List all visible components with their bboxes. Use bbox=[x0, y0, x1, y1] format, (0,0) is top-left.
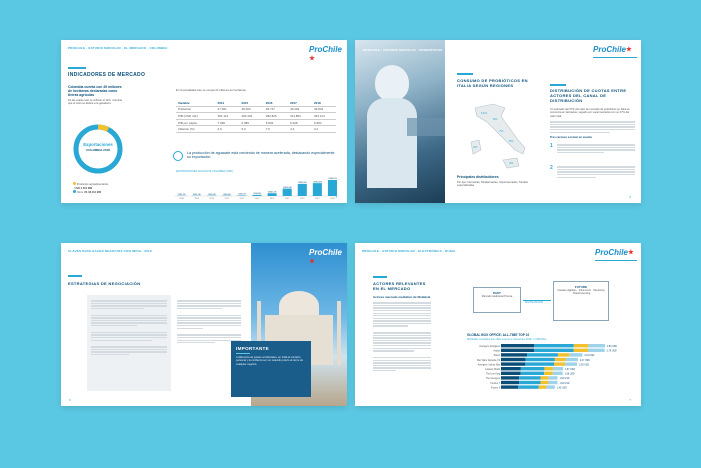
data-label: US$2,1M bbox=[238, 193, 246, 196]
category-label: The Avengers bbox=[485, 378, 500, 381]
svg-text:3%: 3% bbox=[473, 145, 478, 149]
table-header-cell: 2018 bbox=[312, 100, 336, 106]
table-cell: 333.114 bbox=[312, 113, 336, 120]
bar-segment bbox=[553, 372, 563, 375]
callout-text: La producción de aguacate está creciendo de manera acelerada, destacando especialmente su exportación bbox=[187, 151, 335, 160]
bar-segment bbox=[534, 349, 573, 352]
avocado-export-chart bbox=[174, 175, 340, 200]
table-cell: 6.684 bbox=[312, 119, 336, 126]
tick-label: 2010 bbox=[209, 198, 214, 200]
star-icon bbox=[309, 258, 315, 264]
value-label: 1,66 USD bbox=[564, 373, 575, 376]
value-label: 2,80 USD bbox=[607, 346, 617, 348]
page-title: ACTORES RELEVANTES EN EL MERCADO bbox=[373, 281, 426, 291]
bar-segment bbox=[501, 376, 519, 379]
title-accent-bar bbox=[68, 67, 86, 69]
table-header-cell: 2017 bbox=[288, 100, 312, 106]
title-accent-bar bbox=[68, 275, 82, 277]
star-icon bbox=[628, 249, 634, 255]
bar-segment bbox=[501, 385, 518, 388]
bar-segment bbox=[521, 367, 545, 370]
bar-segment bbox=[566, 358, 578, 361]
future-box bbox=[553, 281, 609, 321]
table-header-cell: 2015 bbox=[239, 100, 263, 106]
tick-label: 2018 bbox=[330, 198, 335, 200]
value-label: 1,52 USD bbox=[559, 382, 570, 385]
step-lines bbox=[557, 165, 635, 179]
category-label: Avengers: Endgame bbox=[479, 346, 500, 348]
page-probioticos bbox=[355, 40, 641, 203]
prochile-logo: ProChile bbox=[593, 45, 632, 54]
table-header-cell: Variable bbox=[176, 100, 216, 106]
table-cell: Población bbox=[176, 106, 216, 113]
step-number: 2 bbox=[550, 165, 553, 171]
table-cell: 311.884 bbox=[288, 113, 312, 120]
bar-segment bbox=[521, 372, 544, 375]
future-title: FUTURE bbox=[574, 285, 588, 289]
data-label: US$1,4M bbox=[207, 193, 216, 196]
table-row bbox=[176, 106, 336, 113]
important-rule bbox=[236, 353, 250, 354]
bar-segment bbox=[569, 353, 582, 356]
important-title: IMPORTANTE bbox=[236, 346, 270, 351]
table-row bbox=[176, 126, 336, 133]
table-cell: 49.834 bbox=[312, 106, 336, 113]
bar-segment bbox=[555, 358, 566, 361]
table-cell: 47.661 bbox=[216, 106, 240, 113]
tick-label: 2012 bbox=[239, 198, 245, 200]
table-cell: 5.802 bbox=[264, 119, 288, 126]
important-text: A diferencia de países occidentales, en India el contacto personal y la confianza son un requisito previo al cierre de cualquier negocio. bbox=[236, 356, 303, 366]
intro-right: En la actualidad solo se ocupan 8 millones de hectáreas bbox=[176, 88, 246, 92]
title-accent-bar bbox=[550, 84, 566, 86]
logo-underline bbox=[593, 57, 637, 58]
bar-segment bbox=[574, 344, 589, 347]
table-cell: PIB per cápita bbox=[176, 119, 216, 126]
bar-segment bbox=[501, 367, 521, 370]
bar-segment bbox=[558, 353, 569, 356]
data-label: US$50,4M bbox=[298, 182, 307, 185]
box-office-chart bbox=[465, 343, 635, 395]
chart-title: GLOBAL BOX OFFICE: ALL-TIME TOP 10 bbox=[467, 333, 530, 337]
data-label: US$1,6M bbox=[223, 193, 231, 196]
callout-icon bbox=[173, 151, 183, 161]
table-cell: 2,9 bbox=[216, 126, 240, 133]
arrow-line bbox=[523, 300, 551, 301]
step-lines bbox=[557, 143, 635, 155]
title-accent-bar bbox=[457, 73, 473, 75]
table-cell: 7,5 bbox=[264, 126, 288, 133]
page-header: PROCHILE · ESTUDIO MODULAR · PROBIÓTICOS · ITALIA bbox=[363, 48, 457, 52]
table-cell: 282.825 bbox=[264, 113, 288, 120]
bar-segment bbox=[501, 362, 525, 365]
intro-text: De las cuales solo se cultivan el 14%, mientras que el resto se dedica a la ganadería. bbox=[68, 99, 123, 106]
bar-segment bbox=[565, 362, 577, 365]
table-body bbox=[176, 106, 336, 132]
category-label: Avengers: Infinity War bbox=[477, 364, 500, 367]
bar-segment bbox=[546, 385, 555, 388]
table-row bbox=[176, 119, 336, 126]
lab-equipment bbox=[407, 118, 445, 136]
table-cell: 4,3 bbox=[288, 126, 312, 133]
category-label: Jurassic World bbox=[484, 369, 500, 371]
principales-title: Principales distribuidores bbox=[457, 175, 499, 179]
bar-segment bbox=[548, 381, 557, 384]
page-number: 6 bbox=[69, 398, 71, 402]
table-cell: 48.203 bbox=[239, 106, 263, 113]
data-label: US$1,1M bbox=[177, 193, 186, 196]
tick-label: 2016 bbox=[300, 198, 305, 200]
bar-segment bbox=[588, 344, 605, 347]
bar-segment bbox=[554, 362, 565, 365]
page-indicadores bbox=[61, 40, 347, 203]
past-box bbox=[473, 287, 521, 313]
page-header: PROCHILE · ESTUDIO MODULAR · EL MERCADO · COLOMBIA bbox=[68, 46, 168, 50]
bar-segment bbox=[518, 385, 538, 388]
subtitle: Actores mercado mediático de Moldavia bbox=[373, 295, 431, 299]
italy-map bbox=[463, 100, 533, 175]
category-label: Avatar bbox=[493, 350, 500, 353]
bar bbox=[268, 193, 277, 196]
donut-label: Exportaciones bbox=[83, 142, 113, 147]
prochile-logo: ProChile bbox=[309, 248, 347, 266]
bar-segment bbox=[501, 372, 521, 375]
table-cell: 381.112 bbox=[216, 113, 240, 120]
indicator-table bbox=[176, 100, 336, 133]
logo-underline bbox=[595, 260, 637, 261]
value-label: 1,45 USD bbox=[556, 387, 567, 390]
bar-segment bbox=[544, 367, 553, 370]
page-number: 5 bbox=[629, 195, 631, 199]
page-title: INDICADORES DE MERCADO bbox=[68, 72, 146, 78]
prochile-logo: ProChile bbox=[595, 248, 634, 257]
table-cell: 5,0 bbox=[239, 126, 263, 133]
page-india bbox=[61, 243, 347, 406]
lab-photo bbox=[355, 40, 445, 203]
bar-segment bbox=[588, 349, 605, 352]
tick-label: 2017 bbox=[315, 198, 320, 200]
category-label: Titanic bbox=[493, 355, 500, 358]
bar-segment bbox=[501, 344, 534, 347]
data-label: US$4,8M bbox=[253, 193, 261, 196]
table-cell: 7.996 bbox=[216, 119, 240, 126]
svg-text:9%: 9% bbox=[493, 117, 498, 121]
donut-legend bbox=[73, 182, 108, 195]
legend-item: Otros US 38.164 MM bbox=[73, 190, 108, 195]
tick-label: 2011 bbox=[224, 198, 229, 200]
page-header: PROCHILE · ESTUDIO MODULAR · ELECTRÓNICA · RUSIA bbox=[362, 249, 456, 253]
bar bbox=[313, 183, 322, 196]
bar-segment bbox=[544, 372, 553, 375]
strategy-column-left bbox=[87, 295, 171, 391]
svg-text:4%: 4% bbox=[509, 161, 514, 165]
bar-segment bbox=[553, 367, 563, 370]
tick-label: 2014 bbox=[269, 198, 275, 200]
bar bbox=[298, 184, 307, 196]
data-label: US$66,7M bbox=[328, 178, 337, 181]
page-number: 7 bbox=[629, 398, 631, 402]
data-label: US$1,2M bbox=[192, 193, 201, 196]
page-rusia bbox=[355, 243, 641, 406]
value-label: 2,19 USD bbox=[584, 355, 595, 358]
data-label: US$30,9M bbox=[282, 186, 292, 189]
bar-segment bbox=[501, 358, 526, 361]
bar-segment bbox=[574, 349, 589, 352]
page-header: CLAVES PARA HACER NEGOCIOS CON INDIA · 2019 bbox=[68, 249, 152, 253]
tick-label: 2008 bbox=[179, 198, 184, 200]
svg-text:7%: 7% bbox=[499, 129, 504, 133]
tick-label: 2013 bbox=[254, 198, 260, 200]
category-label: The Lion King bbox=[485, 373, 500, 376]
text-lines bbox=[550, 120, 635, 134]
taj-minaret bbox=[337, 301, 341, 365]
bar-segment bbox=[534, 344, 574, 347]
bar-segment bbox=[548, 376, 557, 379]
bar-segment bbox=[541, 381, 549, 384]
value-label: 1,67 USD bbox=[565, 369, 575, 371]
past-text: Mercado tradicional Prensa bbox=[481, 295, 513, 298]
page-number: 4 bbox=[335, 195, 337, 199]
table-cell: 6.328 bbox=[288, 119, 312, 126]
section-title-right: DISTRIBUCIÓN DE CUOTAS ENTRE ACTORES DEL CANAL DE DISTRIBUCIÓN bbox=[550, 88, 627, 103]
distribution-text: Un estimado del 57% del valor de mercado de probióticos en Italia se concentra en farmacias, seguido por supermercados con un 27% del valor total. bbox=[550, 108, 630, 118]
title-accent-bar bbox=[373, 276, 387, 278]
chart-caption: EXPORTACIONES AGUACATE COLOMBIA (USD) bbox=[176, 170, 233, 173]
star-icon bbox=[309, 55, 315, 61]
bar-segment bbox=[501, 381, 519, 384]
chart-subtitle: Worldwide cumulative box office revenue in September 2019, in US$ billion bbox=[467, 338, 547, 341]
prochile-logo: ProChile bbox=[309, 45, 347, 63]
svg-text:12%: 12% bbox=[481, 111, 488, 115]
lab-worker-hood bbox=[375, 65, 409, 101]
key-actors-title: Tres razones a tomar en cuenta bbox=[550, 135, 592, 139]
value-label: 1,52 USD bbox=[559, 378, 570, 381]
table-header-cell: 2016 bbox=[264, 100, 288, 106]
page-title: ESTRATEGIAS DE NEGOCIACIÓN bbox=[68, 281, 141, 286]
table-cell: 48.747 bbox=[264, 106, 288, 113]
bar-segment bbox=[519, 376, 540, 379]
tick-label: 2009 bbox=[194, 198, 199, 200]
tick-label: 2015 bbox=[284, 198, 290, 200]
table-cell: 49.292 bbox=[288, 106, 312, 113]
legend-item: Productos agroalimentarios USD 3.652 MM bbox=[74, 183, 109, 190]
bar bbox=[328, 180, 337, 196]
star-icon bbox=[626, 46, 632, 52]
important-box bbox=[231, 341, 311, 397]
table-cell: Inflación (%) bbox=[176, 126, 216, 133]
section-title-left: CONSUMO DE PROBIÓTICOS EN ITALIA SEGÚN REGIONES bbox=[457, 78, 528, 88]
category-label: Furious 7 bbox=[490, 382, 500, 385]
bar-segment bbox=[527, 353, 558, 356]
body-lines bbox=[373, 301, 431, 372]
past-title: PAST bbox=[493, 291, 501, 295]
bar-segment bbox=[539, 385, 547, 388]
table-cell: 293.492 bbox=[239, 113, 263, 120]
bar-segment bbox=[501, 349, 534, 352]
category-label: Star Wars: Episode VII bbox=[476, 359, 500, 362]
bar-segment bbox=[501, 353, 527, 356]
lab-worker-suit bbox=[367, 98, 417, 188]
donut-sublabel: COLOMBIA 2018 bbox=[86, 148, 110, 152]
table-header-cell: 2014 bbox=[216, 100, 240, 106]
step-number: 1 bbox=[550, 143, 553, 149]
principales-text: Por tipo: Farmacias, Parafarmacias, Supermercados, Tiendas especializadas bbox=[457, 181, 528, 188]
bar-segment bbox=[519, 381, 540, 384]
data-label: US$11,5M bbox=[267, 191, 277, 194]
category-label: Frozen II bbox=[490, 387, 500, 390]
intro-bold: Colombia cuenta con 49 millones de hectáreas declaradas como tierras agrícolas bbox=[68, 85, 122, 97]
value-label: 2,05 USD bbox=[579, 364, 590, 367]
value-label: 2,79 USD bbox=[606, 350, 617, 353]
bar-segment bbox=[525, 362, 554, 365]
arrow-label: DIGITALIZACIÓN bbox=[525, 302, 544, 304]
future-text: Canales digitales · Influencers · Streaming · Brand licensing bbox=[557, 289, 605, 296]
table-cell: PIB (USD mill.) bbox=[176, 113, 216, 120]
bar-segment bbox=[526, 358, 555, 361]
table-row bbox=[176, 113, 336, 120]
bar-segment bbox=[541, 376, 549, 379]
data-label: US$53,6M bbox=[313, 181, 322, 184]
value-label: 2,07 USD bbox=[579, 359, 590, 362]
table-cell: 3,2 bbox=[312, 126, 336, 133]
svg-text:5%: 5% bbox=[509, 139, 514, 143]
table-cell: 6.089 bbox=[239, 119, 263, 126]
